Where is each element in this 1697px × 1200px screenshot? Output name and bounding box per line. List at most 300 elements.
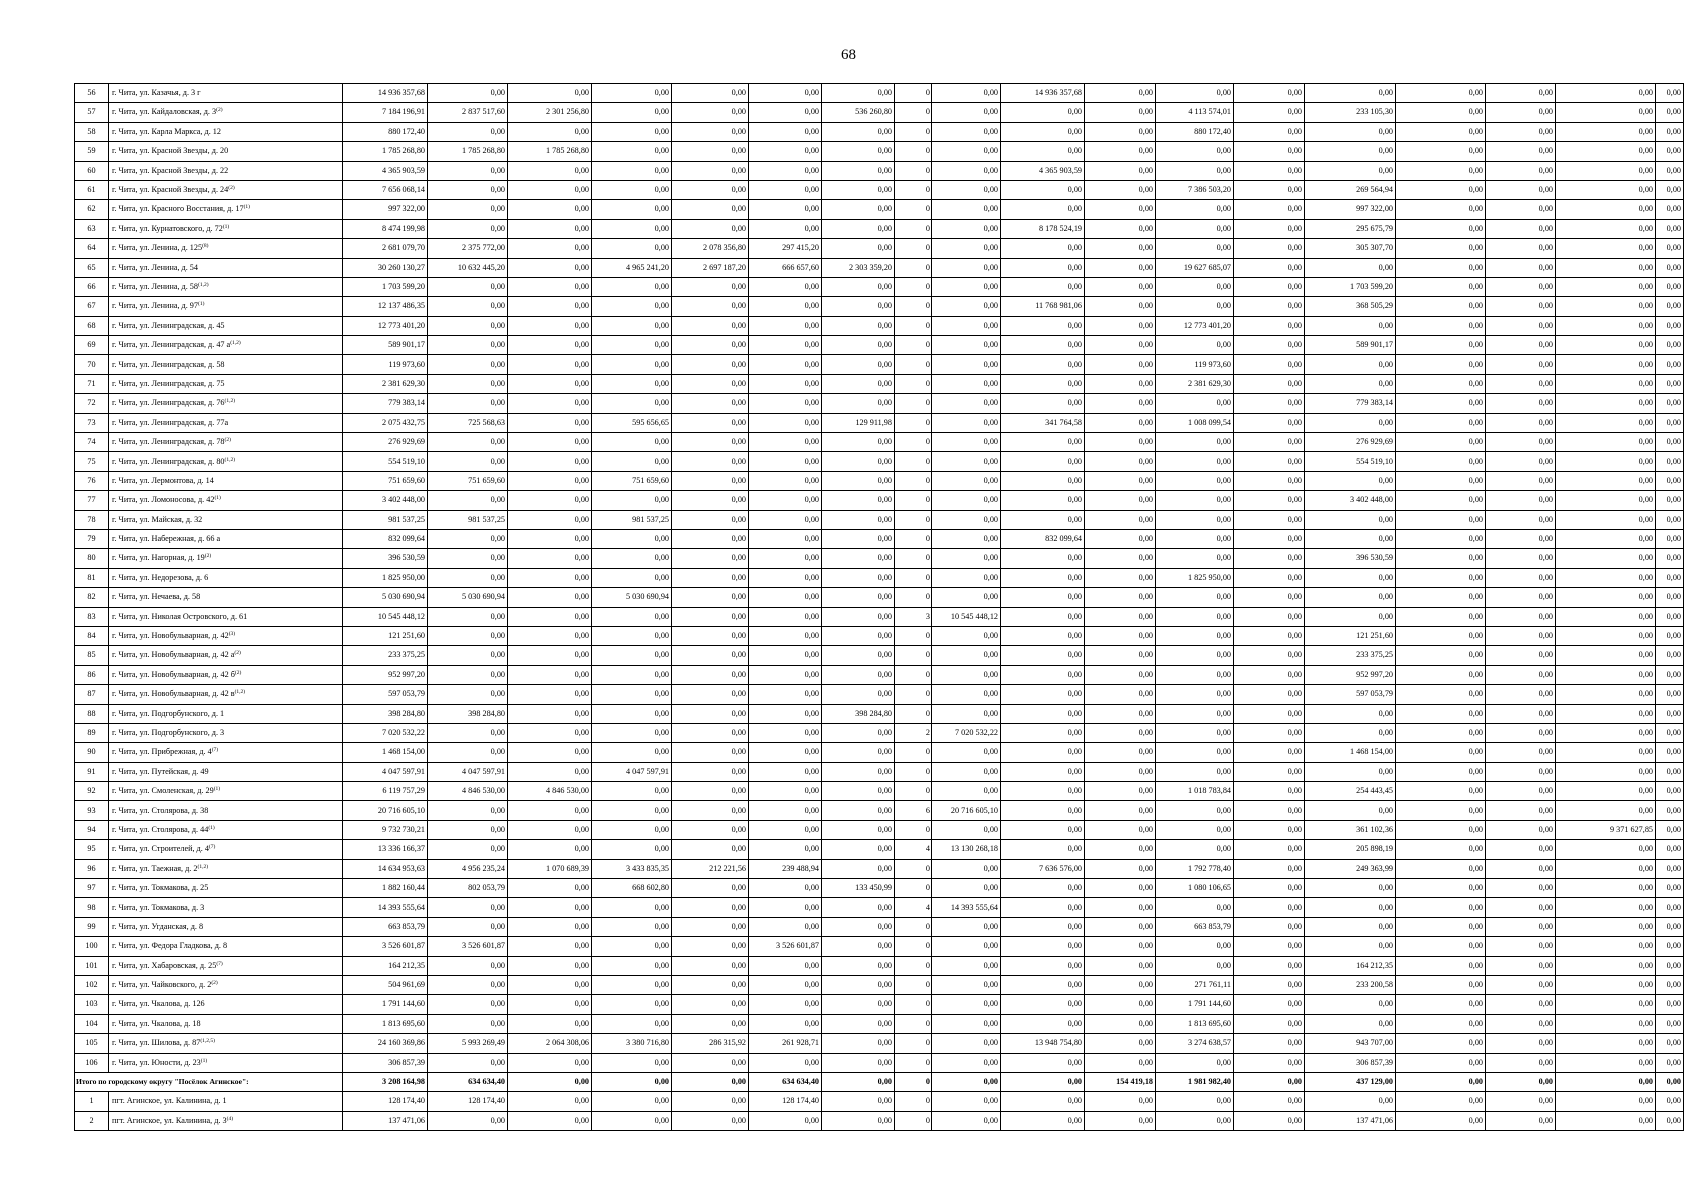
value-cell: 0,00	[1085, 704, 1156, 723]
row-number-cell: 92	[75, 782, 109, 801]
value-cell: 0,00	[1486, 316, 1556, 335]
row-number-cell: 62	[75, 200, 109, 219]
value-cell: 0,00	[1001, 1072, 1085, 1091]
value-cell: 0,00	[1396, 762, 1486, 781]
value-cell: 0,00	[672, 297, 749, 316]
value-cell: 0,00	[508, 355, 592, 374]
value-cell: 0,00	[1085, 510, 1156, 529]
value-cell: 0,00	[1556, 956, 1656, 975]
count-cell: 0	[895, 743, 932, 762]
value-cell: 249 363,99	[1305, 859, 1396, 878]
value-cell: 0,00	[1396, 607, 1486, 626]
value-cell: 0,00	[1486, 510, 1556, 529]
value-cell: 0,00	[1486, 239, 1556, 258]
value-cell: 0,00	[592, 1111, 672, 1130]
address-text: г. Чита, ул. Ленинградская, д. 80	[112, 456, 225, 466]
value-cell: 0,00	[1001, 258, 1085, 277]
value-cell: 0,00	[822, 782, 895, 801]
value-cell: 0,00	[1156, 704, 1234, 723]
value-cell: 0,00	[508, 374, 592, 393]
count-cell: 0	[895, 937, 932, 956]
address-cell	[109, 122, 343, 141]
value-cell: 981 537,25	[343, 510, 428, 529]
value-cell: 0,00	[749, 510, 822, 529]
value-cell: 0,00	[749, 762, 822, 781]
value-cell: 0,00	[749, 704, 822, 723]
value-cell: 0,00	[1001, 937, 1085, 956]
value-cell: 0,00	[1156, 471, 1234, 490]
value-cell: 12 137 486,35	[343, 297, 428, 316]
value-cell: 205 898,19	[1305, 840, 1396, 859]
address-text: г. Чита, ул. Новобульварная, д. 42 а	[112, 650, 235, 660]
value-cell: 634 634,40	[428, 1072, 508, 1091]
value-cell: 0,00	[1156, 394, 1234, 413]
address-text: г. Чита, ул. Нечаева, д. 58	[112, 592, 201, 602]
value-cell: 119 973,60	[343, 355, 428, 374]
value-cell: 0,00	[1486, 646, 1556, 665]
value-cell: 0,00	[932, 413, 1001, 432]
row-number-cell: 63	[75, 219, 109, 238]
value-cell: 0,00	[1156, 491, 1234, 510]
address-cell	[109, 879, 343, 898]
value-cell: 0,00	[1234, 646, 1305, 665]
value-cell: 9 732 730,21	[343, 820, 428, 839]
value-cell: 0,00	[1486, 937, 1556, 956]
value-cell: 880 172,40	[343, 122, 428, 141]
value-cell: 0,00	[428, 316, 508, 335]
value-cell: 0,00	[1085, 374, 1156, 393]
value-cell: 0,00	[1486, 219, 1556, 238]
value-cell: 0,00	[1085, 122, 1156, 141]
value-cell: 0,00	[1001, 975, 1085, 994]
value-cell: 0,00	[672, 413, 749, 432]
value-cell: 0,00	[1486, 743, 1556, 762]
value-cell: 0,00	[932, 917, 1001, 936]
value-cell: 0,00	[1305, 762, 1396, 781]
value-cell: 0,00	[1001, 704, 1085, 723]
value-cell: 0,00	[592, 723, 672, 742]
value-cell: 0,00	[1556, 975, 1656, 994]
value-cell: 0,00	[1156, 297, 1234, 316]
count-cell: 0	[895, 122, 932, 141]
count-cell: 0	[895, 975, 932, 994]
value-cell: 0,00	[1656, 646, 1684, 665]
value-cell: 0,00	[822, 607, 895, 626]
value-cell: 0,00	[1001, 665, 1085, 684]
row-number-cell: 106	[75, 1053, 109, 1072]
value-cell: 0,00	[1556, 84, 1656, 103]
value-cell: 0,00	[1656, 103, 1684, 122]
row-number-cell: 75	[75, 452, 109, 471]
value-cell: 0,00	[1486, 665, 1556, 684]
value-cell: 0,00	[1001, 801, 1085, 820]
count-cell: 0	[895, 549, 932, 568]
address-text: г. Чита, ул. Лермонтова, д. 14	[112, 475, 214, 485]
table-row	[75, 646, 1684, 665]
count-cell: 0	[895, 665, 932, 684]
address-cell	[109, 665, 343, 684]
value-cell: 0,00	[822, 801, 895, 820]
value-cell: 0,00	[749, 588, 822, 607]
count-cell: 0	[895, 956, 932, 975]
value-cell: 0,00	[1305, 917, 1396, 936]
value-cell: 2 075 432,75	[343, 413, 428, 432]
value-cell: 0,00	[508, 336, 592, 355]
footnote-marker: (1,2,5)	[200, 1038, 215, 1045]
address-text: г. Чита, ул. Курнатовского, д. 72	[112, 223, 223, 233]
value-cell: 0,00	[1234, 413, 1305, 432]
count-cell: 0	[895, 84, 932, 103]
value-cell: 13 336 166,37	[343, 840, 428, 859]
count-cell: 0	[895, 433, 932, 452]
value-cell: 0,00	[1656, 142, 1684, 161]
footnote-marker: (1)	[213, 786, 221, 793]
table-row	[75, 219, 1684, 238]
value-cell: 0,00	[508, 452, 592, 471]
value-cell: 0,00	[1234, 297, 1305, 316]
value-cell: 0,00	[1085, 413, 1156, 432]
value-cell: 0,00	[1396, 549, 1486, 568]
value-cell: 0,00	[592, 801, 672, 820]
value-cell: 0,00	[1001, 1111, 1085, 1130]
value-cell: 0,00	[1396, 103, 1486, 122]
value-cell: 0,00	[508, 1092, 592, 1111]
value-cell: 0,00	[822, 956, 895, 975]
value-cell: 0,00	[1001, 762, 1085, 781]
row-number-cell: 85	[75, 646, 109, 665]
value-cell: 0,00	[1396, 374, 1486, 393]
value-cell: 0,00	[1656, 762, 1684, 781]
value-cell: 1 981 982,40	[1156, 1072, 1234, 1091]
value-cell: 4 113 574,01	[1156, 103, 1234, 122]
value-cell: 0,00	[1234, 491, 1305, 510]
value-cell: 2 837 517,60	[428, 103, 508, 122]
value-cell: 0,00	[1234, 1072, 1305, 1091]
value-cell: 0,00	[1656, 568, 1684, 587]
value-cell: 0,00	[672, 607, 749, 626]
value-cell: 1 008 099,54	[1156, 413, 1234, 432]
address-cell	[109, 1092, 343, 1111]
value-cell: 0,00	[672, 995, 749, 1014]
value-cell: 0,00	[1156, 956, 1234, 975]
value-cell: 0,00	[1156, 588, 1234, 607]
value-cell: 233 375,25	[343, 646, 428, 665]
address-text: г. Чита, ул. Чкалова, д. 18	[112, 1018, 201, 1028]
value-cell: 0,00	[932, 820, 1001, 839]
value-cell: 0,00	[1085, 180, 1156, 199]
address-text: г. Чита, ул. Ленинградская, д. 47 а	[112, 340, 231, 350]
address-cell	[109, 84, 343, 103]
row-number-cell: 82	[75, 588, 109, 607]
value-cell: 5 030 690,94	[343, 588, 428, 607]
table-row	[75, 355, 1684, 374]
footnote-marker: (1,2)	[198, 282, 209, 288]
value-cell: 0,00	[1085, 995, 1156, 1014]
table-row	[75, 1014, 1684, 1033]
table-row	[75, 685, 1684, 704]
value-cell: 0,00	[822, 316, 895, 335]
address-text: г. Чита, ул. Красного Восстания, д. 17	[112, 204, 244, 214]
value-cell: 0,00	[749, 471, 822, 490]
footnote-marker: (8)	[202, 243, 209, 250]
value-cell: 0,00	[508, 277, 592, 296]
address-cell	[109, 840, 343, 859]
value-cell: 0,00	[1656, 840, 1684, 859]
count-cell: 0	[895, 471, 932, 490]
value-cell: 0,00	[1234, 782, 1305, 801]
value-cell: 0,00	[428, 452, 508, 471]
address-text: г. Чита, ул. Хабаровская, д. 25	[112, 960, 217, 970]
value-cell: 0,00	[1556, 743, 1656, 762]
value-cell: 0,00	[672, 433, 749, 452]
value-cell: 1 018 783,84	[1156, 782, 1234, 801]
value-cell: 128 174,40	[428, 1092, 508, 1111]
count-cell: 0	[895, 336, 932, 355]
address-text: г. Чита, ул. Красной Звезды, д. 22	[112, 165, 229, 175]
value-cell: 0,00	[1396, 1014, 1486, 1033]
value-cell: 0,00	[1656, 336, 1684, 355]
value-cell: 0,00	[749, 219, 822, 238]
value-cell: 0,00	[1486, 161, 1556, 180]
address-text: г. Чита, ул. Юности, д. 23	[112, 1057, 201, 1067]
value-cell: 0,00	[1305, 568, 1396, 587]
value-cell: 0,00	[1656, 316, 1684, 335]
value-cell: 0,00	[1556, 626, 1656, 645]
value-cell: 0,00	[1396, 239, 1486, 258]
value-cell: 8 178 524,19	[1001, 219, 1085, 238]
value-cell: 2 381 629,30	[343, 374, 428, 393]
address-text: г. Чита, ул. Ленина, д. 125	[112, 243, 203, 253]
value-cell: 0,00	[1486, 588, 1556, 607]
value-cell: 0,00	[1001, 336, 1085, 355]
value-cell: 0,00	[1656, 685, 1684, 704]
value-cell: 0,00	[1001, 549, 1085, 568]
value-cell: 0,00	[1396, 956, 1486, 975]
value-cell: 0,00	[1656, 626, 1684, 645]
value-cell: 0,00	[932, 529, 1001, 548]
value-cell: 0,00	[822, 200, 895, 219]
value-cell: 0,00	[1085, 1092, 1156, 1111]
value-cell: 133 450,99	[822, 879, 895, 898]
table-row	[75, 297, 1684, 316]
address-text: г. Чита, ул. Недорезова, д. 6	[112, 572, 209, 582]
value-cell: 0,00	[508, 820, 592, 839]
value-cell: 0,00	[1001, 471, 1085, 490]
value-cell: 0,00	[1486, 898, 1556, 917]
footnote-marker: (2)	[228, 185, 235, 192]
value-cell: 0,00	[428, 665, 508, 684]
value-cell: 0,00	[1305, 723, 1396, 742]
value-cell: 0,00	[1001, 840, 1085, 859]
row-number-cell: 88	[75, 704, 109, 723]
row-number-cell: 58	[75, 122, 109, 141]
row-number-cell: 65	[75, 258, 109, 277]
value-cell: 137 471,06	[1305, 1111, 1396, 1130]
address-text: г. Чита, ул. Ленинградская, д. 78	[112, 437, 225, 447]
value-cell: 0,00	[508, 685, 592, 704]
count-cell: 0	[895, 685, 932, 704]
value-cell: 0,00	[672, 743, 749, 762]
value-cell: 0,00	[1001, 820, 1085, 839]
value-cell: 5 030 690,94	[592, 588, 672, 607]
value-cell: 0,00	[1234, 995, 1305, 1014]
address-text: пгт. Агинское, ул. Калинина, д. 1	[112, 1096, 227, 1106]
count-cell: 0	[895, 1072, 932, 1091]
value-cell: 0,00	[932, 685, 1001, 704]
table-row	[75, 433, 1684, 452]
value-cell: 0,00	[1656, 607, 1684, 626]
value-cell: 0,00	[1486, 84, 1556, 103]
value-cell: 0,00	[1396, 646, 1486, 665]
value-cell: 0,00	[1234, 801, 1305, 820]
value-cell: 0,00	[1001, 995, 1085, 1014]
value-cell: 0,00	[1396, 801, 1486, 820]
value-cell: 0,00	[508, 995, 592, 1014]
value-cell: 4 846 530,00	[428, 782, 508, 801]
value-cell: 2 301 256,80	[508, 103, 592, 122]
value-cell: 0,00	[672, 103, 749, 122]
value-cell: 0,00	[672, 355, 749, 374]
value-cell: 0,00	[508, 258, 592, 277]
value-cell: 0,00	[508, 723, 592, 742]
value-cell: 3 526 601,87	[428, 937, 508, 956]
value-cell: 368 505,29	[1305, 297, 1396, 316]
count-cell: 0	[895, 626, 932, 645]
value-cell: 0,00	[1305, 1014, 1396, 1033]
value-cell: 0,00	[932, 336, 1001, 355]
value-cell: 0,00	[1556, 937, 1656, 956]
value-cell: 0,00	[428, 161, 508, 180]
value-cell: 0,00	[1656, 975, 1684, 994]
value-cell: 5 030 690,94	[428, 588, 508, 607]
row-number-cell: 64	[75, 239, 109, 258]
value-cell: 0,00	[508, 840, 592, 859]
value-cell: 0,00	[1396, 937, 1486, 956]
value-cell: 0,00	[1396, 879, 1486, 898]
address-cell	[109, 568, 343, 587]
address-text: г. Чита, ул. Смоленская, д. 29	[112, 786, 214, 796]
value-cell: 0,00	[672, 471, 749, 490]
address-text: г. Чита, ул. Ленинградская, д. 45	[112, 320, 225, 330]
value-cell: 0,00	[592, 782, 672, 801]
value-cell: 0,00	[428, 607, 508, 626]
value-cell: 0,00	[1486, 374, 1556, 393]
value-cell: 0,00	[1001, 782, 1085, 801]
value-cell: 0,00	[932, 626, 1001, 645]
value-cell: 0,00	[1001, 200, 1085, 219]
value-cell: 0,00	[932, 1034, 1001, 1053]
value-cell: 0,00	[1085, 258, 1156, 277]
value-cell: 398 284,80	[822, 704, 895, 723]
value-cell: 0,00	[1234, 529, 1305, 548]
value-cell: 0,00	[1396, 665, 1486, 684]
row-number-cell: 69	[75, 336, 109, 355]
value-cell: 0,00	[508, 898, 592, 917]
address-cell	[109, 588, 343, 607]
value-cell: 0,00	[428, 549, 508, 568]
value-cell: 0,00	[822, 626, 895, 645]
address-cell	[109, 646, 343, 665]
value-cell: 0,00	[822, 975, 895, 994]
address-text: г. Чита, ул. Подгорбунского, д. 1	[112, 708, 225, 718]
value-cell: 1 785 268,80	[508, 142, 592, 161]
value-cell: 0,00	[1085, 898, 1156, 917]
value-cell: 668 602,80	[592, 879, 672, 898]
value-cell: 0,00	[1556, 588, 1656, 607]
value-cell: 0,00	[1396, 1092, 1486, 1111]
value-cell: 0,00	[508, 297, 592, 316]
value-cell: 0,00	[1001, 723, 1085, 742]
value-cell: 233 200,58	[1305, 975, 1396, 994]
value-cell: 0,00	[1656, 1111, 1684, 1130]
value-cell: 0,00	[672, 937, 749, 956]
value-cell: 0,00	[1085, 685, 1156, 704]
count-cell: 4	[895, 898, 932, 917]
value-cell: 0,00	[1156, 529, 1234, 548]
value-cell: 0,00	[1156, 336, 1234, 355]
value-cell: 4 047 597,91	[428, 762, 508, 781]
address-text: г. Чита, ул. Ленинградская, д. 76	[112, 398, 225, 408]
value-cell: 0,00	[1234, 859, 1305, 878]
value-cell: 0,00	[1486, 452, 1556, 471]
footnote-marker: (2)	[224, 437, 231, 444]
value-cell: 0,00	[1234, 743, 1305, 762]
address-cell	[109, 258, 343, 277]
address-cell	[109, 820, 343, 839]
value-cell: 0,00	[1156, 723, 1234, 742]
value-cell: 1 825 950,00	[1156, 568, 1234, 587]
value-cell: 3 402 448,00	[1305, 491, 1396, 510]
value-cell: 0,00	[1486, 626, 1556, 645]
value-cell: 0,00	[749, 685, 822, 704]
value-cell: 0,00	[932, 1053, 1001, 1072]
value-cell: 0,00	[1156, 277, 1234, 296]
value-cell: 0,00	[508, 471, 592, 490]
value-cell: 0,00	[1305, 529, 1396, 548]
value-cell: 0,00	[1234, 879, 1305, 898]
value-cell: 0,00	[1656, 956, 1684, 975]
value-cell: 1 791 144,60	[343, 995, 428, 1014]
count-cell: 0	[895, 1092, 932, 1111]
value-cell: 2 381 629,30	[1156, 374, 1234, 393]
row-number-cell: 95	[75, 840, 109, 859]
value-cell: 212 221,56	[672, 859, 749, 878]
value-cell: 0,00	[428, 355, 508, 374]
value-cell: 0,00	[672, 762, 749, 781]
value-cell: 0,00	[1556, 1092, 1656, 1111]
row-number-cell: 60	[75, 161, 109, 180]
value-cell: 1 080 106,65	[1156, 879, 1234, 898]
table-row	[75, 452, 1684, 471]
value-cell: 0,00	[1001, 180, 1085, 199]
value-cell: 0,00	[1656, 433, 1684, 452]
value-cell: 0,00	[749, 161, 822, 180]
value-cell: 0,00	[932, 1111, 1001, 1130]
value-cell: 0,00	[1234, 820, 1305, 839]
table-row	[75, 820, 1684, 839]
value-cell: 4 365 903,59	[343, 161, 428, 180]
value-cell: 0,00	[1396, 316, 1486, 335]
value-cell: 0,00	[1156, 898, 1234, 917]
value-cell: 0,00	[428, 898, 508, 917]
value-cell: 0,00	[1085, 161, 1156, 180]
address-cell	[109, 626, 343, 645]
value-cell: 0,00	[1656, 723, 1684, 742]
value-cell: 0,00	[1556, 646, 1656, 665]
value-cell: 20 716 605,10	[343, 801, 428, 820]
value-cell: 0,00	[1085, 316, 1156, 335]
value-cell: 0,00	[822, 239, 895, 258]
